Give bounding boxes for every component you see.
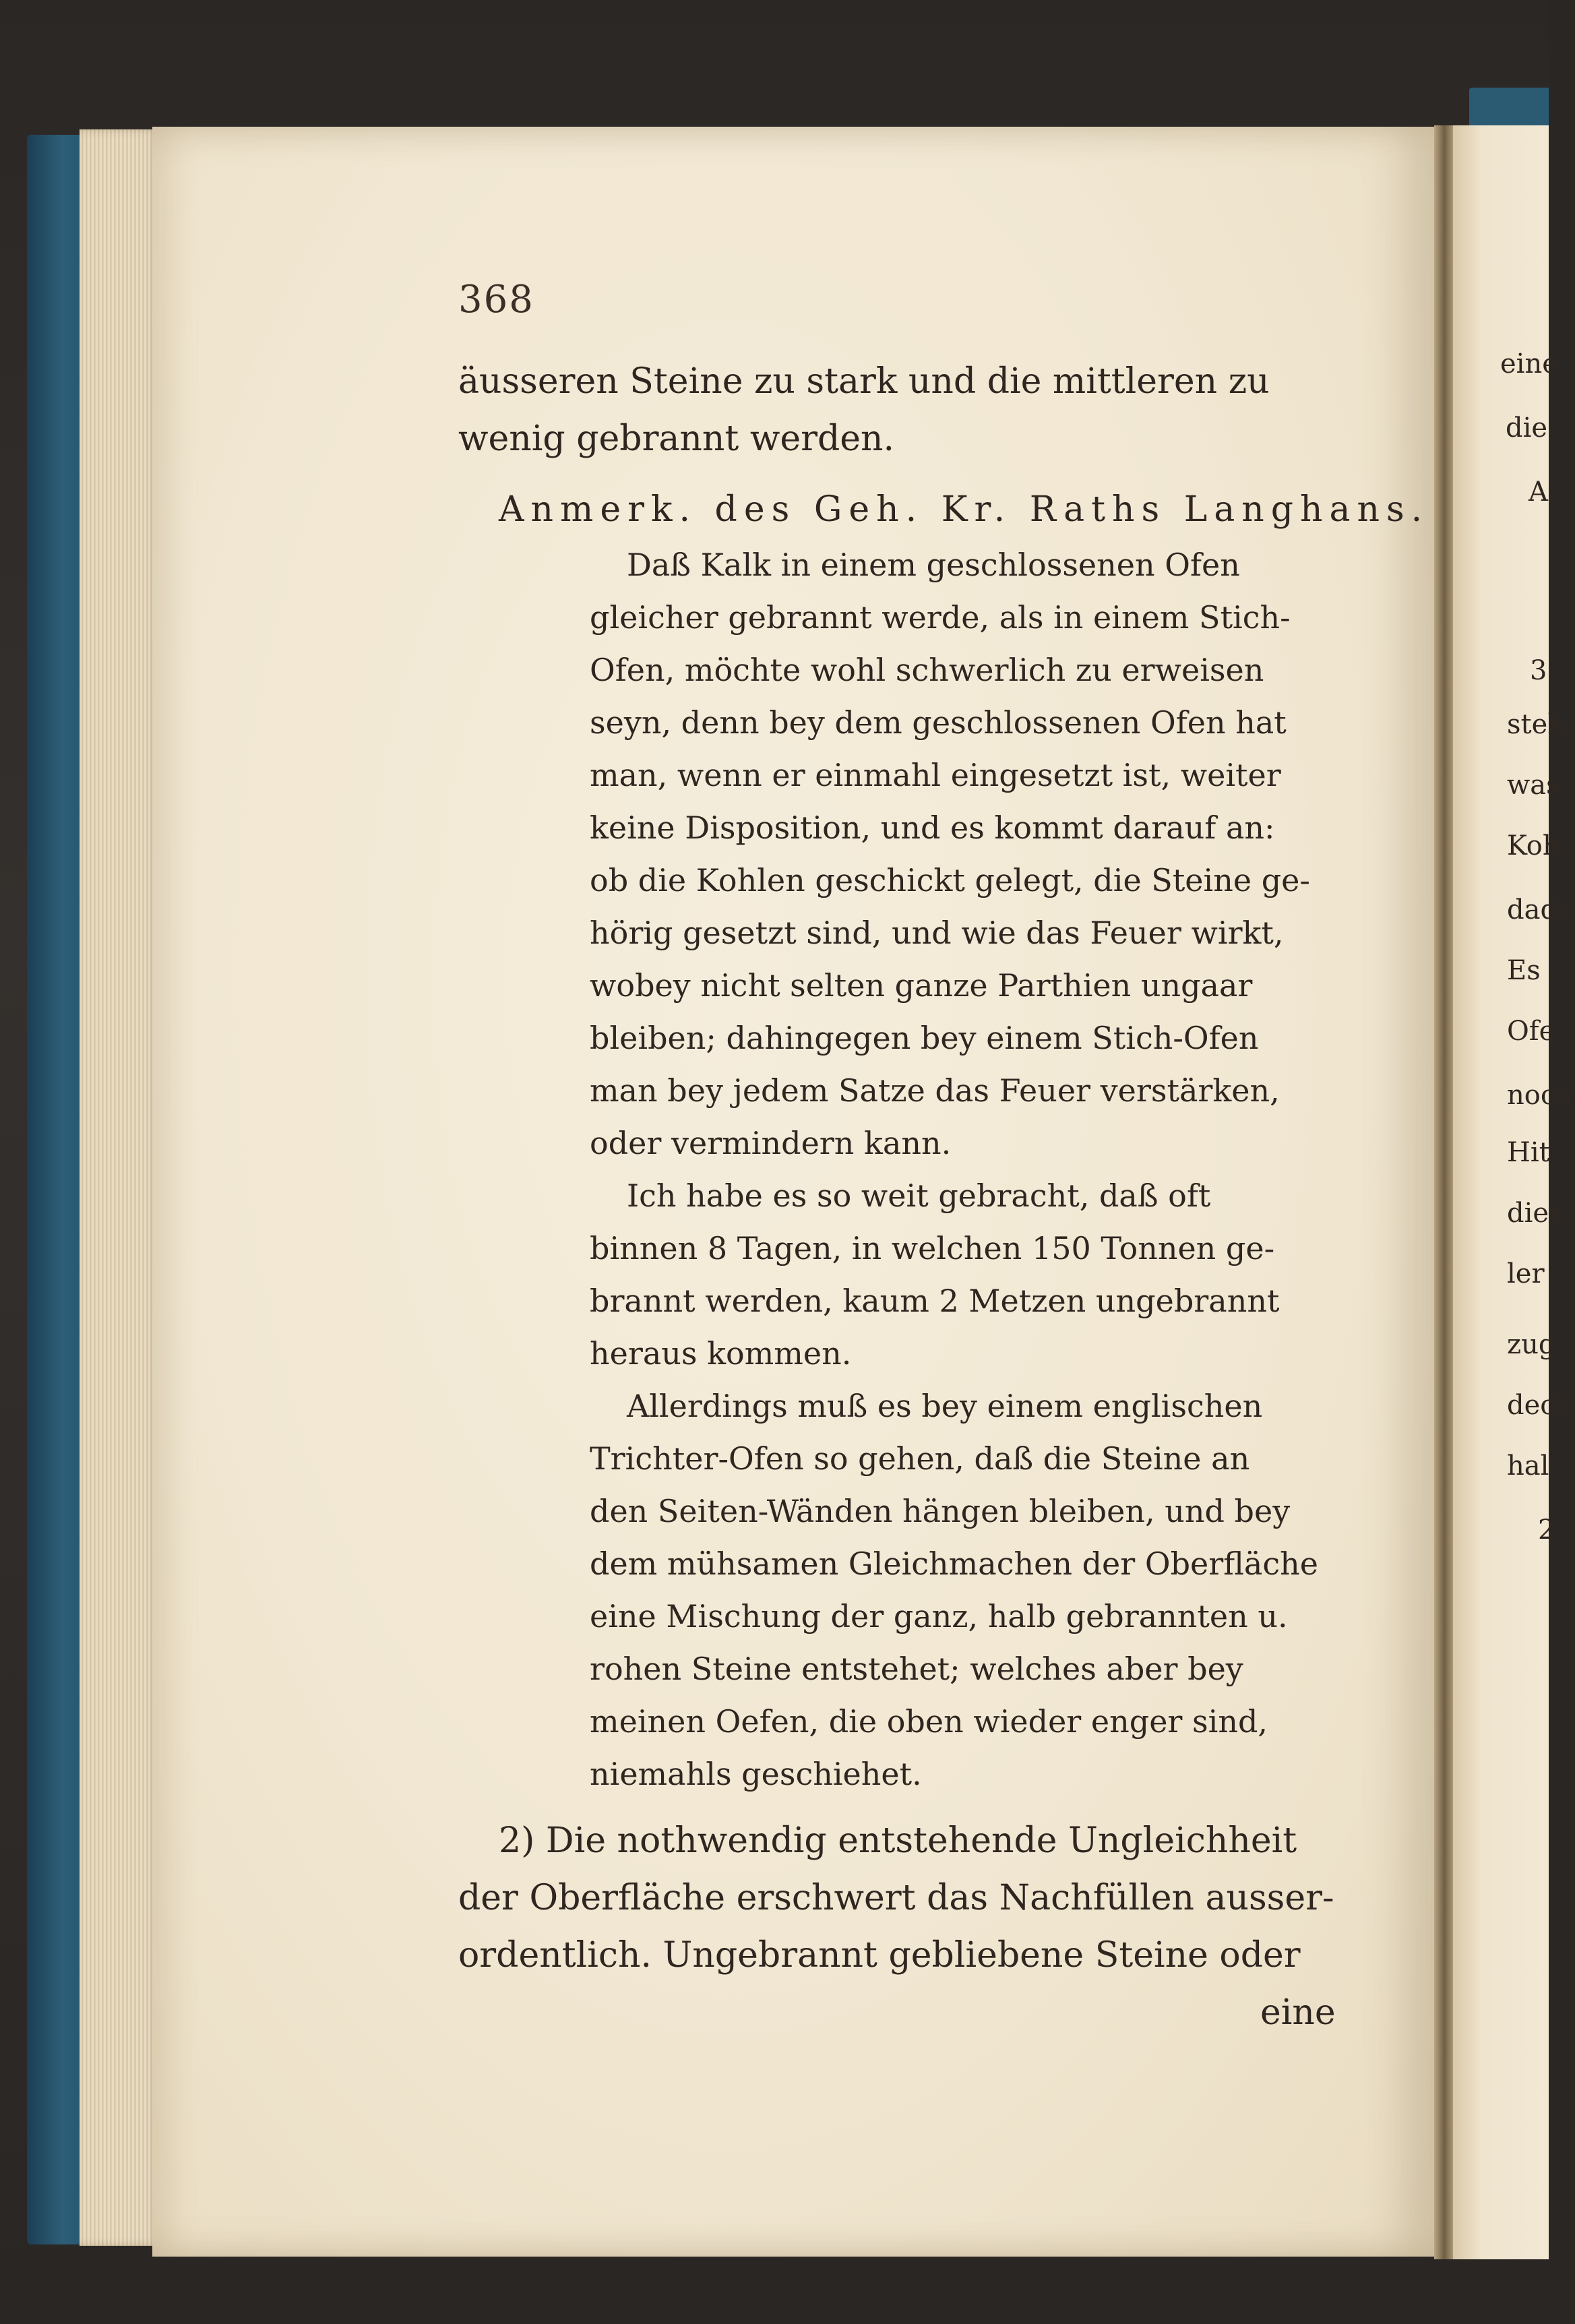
note-line-9: wobey nicht selten ganze Parthien ungaar [590,967,1253,1004]
note-line-16: heraus kommen. [590,1335,852,1372]
facing-fragment: hal [1507,1450,1549,1481]
facing-fragment: Hit [1507,1137,1550,1168]
note-line-4: seyn, denn bey dem geschlossenen Ofen hat [590,704,1287,741]
note-line-6: keine Disposition, und es kommt darauf an: [590,809,1275,846]
facing-fragment: die [1506,412,1548,444]
facing-fragment: ler [1507,1258,1545,1289]
note-line-3: Ofen, möchte wohl schwerlich zu erweisen [590,652,1264,688]
note-line-18: Trichter-Ofen so gehen, daß die Steine an [590,1440,1250,1477]
note-line-21: eine Mischung der ganz, halb gebrannten u. [590,1598,1288,1634]
note-line-20: dem mühsamen Gleichmachen der Oberfläche [590,1546,1318,1582]
note-line-11: man bey jedem Satze das Feuer verstärken, [590,1072,1280,1109]
note-line-17: Allerdings muß es bey einem englischen [627,1388,1263,1424]
facing-page [1453,125,1549,2259]
facing-fragment: was [1507,770,1560,801]
text-line-2: wenig gebrannt werden. [458,419,895,459]
note-line-14: binnen 8 Tagen, in welchen 150 Tonnen ge- [590,1230,1275,1266]
page-edges [80,129,160,2246]
text-line-4: der Oberfläche erschwert das Nachfüllen ausser- [458,1878,1334,1918]
note-line-23: meinen Oefen, die oben wieder enger sind, [590,1703,1268,1740]
facing-fragment: Es [1507,955,1541,986]
note-line-10: bleiben; dahingegen bey einem Stich-Ofen [590,1020,1259,1056]
facing-fragment: deck [1507,1390,1572,1421]
note-line-15: brannt werden, kaum 2 Metzen ungebrannt [590,1283,1280,1319]
note-line-24: niemahls geschiehet. [590,1756,922,1792]
text-line-1: äusseren Steine zu stark und die mittleren zu [458,361,1270,402]
note-line-13: Ich habe es so weit gebracht, daß oft [627,1178,1211,1214]
note-line-1: Daß Kalk in einem geschlossenen Ofen [627,547,1240,583]
note-line-5: man, wenn er einmahl eingesetzt ist, weiter [590,757,1281,793]
facing-fragment: eine [1500,348,1558,379]
facing-fragment: noch [1507,1080,1574,1111]
facing-fragment: zug [1507,1329,1556,1360]
book-gutter [1434,125,1454,2259]
facing-fragment: 3 [1530,655,1547,686]
note-line-22: rohen Steine entstehet; welches aber bey [590,1651,1243,1687]
facing-fragment: Koh [1507,830,1560,861]
facing-fragment: dies [1507,1198,1563,1229]
note-line-7: ob die Kohlen geschickt gelegt, die Steine ge- [590,862,1310,898]
facing-fragment: steh [1507,709,1566,740]
note-line-19: den Seiten-Wänden hängen bleiben, und bey [590,1493,1291,1529]
page-number: 368 [458,278,534,322]
facing-fragment: 2 [1538,1515,1555,1546]
note-line-12: oder vermindern kann. [590,1125,952,1161]
facing-fragment: A [1528,477,1548,508]
note-line-2: gleicher gebrannt werde, als in einem Stich- [590,599,1291,636]
note-line-8: hörig gesetzt sind, und wie das Feuer wirkt, [590,915,1284,951]
note-heading: Anmerk. des Geh. Kr. Raths Langhans. [499,489,1429,530]
text-line-3: 2) Die nothwendig entstehende Ungleichheit [499,1821,1297,1861]
facing-fragment: dadu [1507,894,1575,925]
facing-fragment: Ofe [1507,1016,1555,1047]
text-line-5: ordentlich. Ungebrannt gebliebene Steine oder [458,1935,1301,1976]
catchword: eine [1260,1992,1336,2033]
